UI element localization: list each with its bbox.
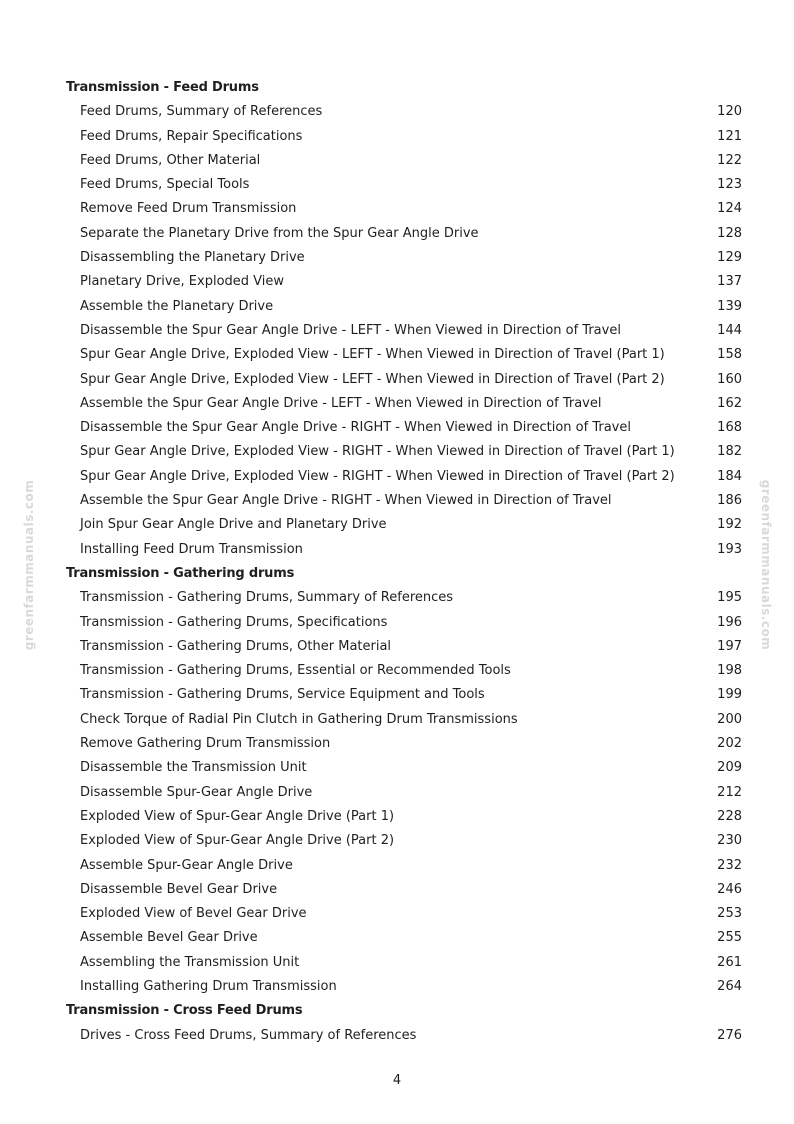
toc-entry[interactable] <box>66 368 742 392</box>
page-number: 4 <box>392 1073 402 1088</box>
toc-entry[interactable] <box>66 295 742 319</box>
entry-title: Assemble the Planetary Drive <box>80 298 274 314</box>
watermark-left: greenfarmmanuals.com <box>22 479 36 651</box>
toc-entry[interactable] <box>66 319 742 343</box>
entry-page-number: 197 <box>717 638 742 654</box>
toc-entry[interactable] <box>66 173 742 197</box>
entry-page-number: 264 <box>717 978 742 994</box>
toc-entry[interactable] <box>66 538 742 562</box>
entry-page-number: 212 <box>717 784 742 800</box>
entry-title: Feed Drums, Other Material <box>80 152 261 168</box>
entry-title: Spur Gear Angle Drive, Exploded View - LEFT - When Viewed in Direction of Travel (Part 2) <box>80 371 665 387</box>
entry-title: Feed Drums, Special Tools <box>80 177 250 193</box>
entry-title: Assemble the Spur Gear Angle Drive - LEFT - When Viewed in Direction of Travel <box>80 395 602 411</box>
entry-page-number: 193 <box>717 541 742 557</box>
entry-title: Separate the Planetary Drive from the Spur Gear Angle Drive <box>80 225 479 241</box>
toc-entry[interactable] <box>66 878 742 902</box>
toc-section-heading <box>66 76 742 100</box>
entry-title: Drives - Cross Feed Drums, Summary of References <box>80 1027 417 1043</box>
entry-title: Disassembling the Planetary Drive <box>80 250 305 266</box>
entry-page-number: 182 <box>717 444 742 460</box>
entry-page-number: 228 <box>717 808 742 824</box>
entry-page-number: 123 <box>717 177 742 193</box>
entry-title: Remove Gathering Drum Transmission <box>80 736 331 752</box>
entry-page-number: 202 <box>717 736 742 752</box>
toc-section-heading <box>66 999 742 1023</box>
toc-entry[interactable] <box>66 416 742 440</box>
entry-title: Disassemble Bevel Gear Drive <box>80 881 278 897</box>
entry-title: Transmission - Gathering Drums, Essential or Recommended Tools <box>80 663 511 679</box>
entry-title: Disassemble the Spur Gear Angle Drive - RIGHT - When Viewed in Direction of Travel <box>80 420 631 436</box>
entry-page-number: 139 <box>717 298 742 314</box>
toc-entry[interactable] <box>66 902 742 926</box>
entry-page-number: 232 <box>717 857 742 873</box>
entry-title: Disassemble Spur-Gear Angle Drive <box>80 784 313 800</box>
entry-title: Transmission - Gathering Drums, Summary of References <box>80 590 454 606</box>
toc-entry[interactable] <box>66 586 742 610</box>
toc-entry[interactable] <box>66 149 742 173</box>
toc-section-heading <box>66 562 742 586</box>
entry-title: Disassemble the Spur Gear Angle Drive - LEFT - When Viewed in Direction of Travel <box>80 322 621 338</box>
entry-title: Feed Drums, Repair Specifications <box>80 128 303 144</box>
entry-title: Disassemble the Transmission Unit <box>80 760 307 776</box>
toc-entry[interactable] <box>66 246 742 270</box>
section-title: Transmission - Gathering drums <box>66 565 295 581</box>
entry-title: Remove Feed Drum Transmission <box>80 201 297 217</box>
entry-page-number: 160 <box>717 371 742 387</box>
entry-page-number: 184 <box>717 468 742 484</box>
entry-page-number: 255 <box>717 930 742 946</box>
entry-page-number: 137 <box>717 274 742 290</box>
entry-page-number: 121 <box>717 128 742 144</box>
toc-entry[interactable] <box>66 489 742 513</box>
entry-page-number: 246 <box>717 881 742 897</box>
entry-title: Installing Gathering Drum Transmission <box>80 978 337 994</box>
toc-entry[interactable] <box>66 854 742 878</box>
entry-page-number: 144 <box>717 322 742 338</box>
toc-entry[interactable] <box>66 781 742 805</box>
entry-page-number: 200 <box>717 711 742 727</box>
toc-entry[interactable] <box>66 951 742 975</box>
toc-entry[interactable] <box>66 756 742 780</box>
entry-page-number: 198 <box>717 663 742 679</box>
toc-entry[interactable] <box>66 440 742 464</box>
toc-entry[interactable] <box>66 100 742 124</box>
entry-title: Assemble the Spur Gear Angle Drive - RIGHT - When Viewed in Direction of Travel <box>80 493 612 509</box>
toc-entry[interactable] <box>66 270 742 294</box>
entry-title: Spur Gear Angle Drive, Exploded View - LEFT - When Viewed in Direction of Travel (Part 1) <box>80 347 665 363</box>
entry-title: Spur Gear Angle Drive, Exploded View - RIGHT - When Viewed in Direction of Travel (Part 2) <box>80 468 675 484</box>
entry-page-number: 124 <box>717 201 742 217</box>
entry-page-number: 186 <box>717 493 742 509</box>
toc-entry[interactable] <box>66 465 742 489</box>
entry-title: Join Spur Gear Angle Drive and Planetary Drive <box>80 517 387 533</box>
entry-title: Transmission - Gathering Drums, Other Material <box>80 638 392 654</box>
toc-entry[interactable] <box>66 829 742 853</box>
entry-title: Installing Feed Drum Transmission <box>80 541 303 557</box>
entry-page-number: 162 <box>717 395 742 411</box>
entry-title: Spur Gear Angle Drive, Exploded View - RIGHT - When Viewed in Direction of Travel (Part 1) <box>80 444 675 460</box>
entry-page-number: 128 <box>717 225 742 241</box>
entry-page-number: 196 <box>717 614 742 630</box>
entry-title: Assembling the Transmission Unit <box>80 954 300 970</box>
entry-page-number: 253 <box>717 906 742 922</box>
toc-entry[interactable] <box>66 197 742 221</box>
entry-page-number: 129 <box>717 250 742 266</box>
entry-title: Transmission - Gathering Drums, Service Equipment and Tools <box>80 687 485 703</box>
entry-title: Transmission - Gathering Drums, Specifications <box>80 614 388 630</box>
entry-page-number: 122 <box>717 152 742 168</box>
section-title: Transmission - Feed Drums <box>66 80 259 95</box>
entry-title: Assemble Spur-Gear Angle Drive <box>80 857 293 873</box>
entry-title: Exploded View of Spur-Gear Angle Drive (Part 1) <box>80 808 395 824</box>
watermark-right: greenfarmmanuals.com <box>759 479 773 651</box>
entry-page-number: 199 <box>717 687 742 703</box>
toc-entry[interactable] <box>66 1024 742 1048</box>
toc-entry[interactable] <box>66 513 742 537</box>
toc-entry[interactable] <box>66 708 742 732</box>
toc-entry[interactable] <box>66 125 742 149</box>
toc-entry[interactable] <box>66 343 742 367</box>
toc-entry[interactable] <box>66 392 742 416</box>
section-title: Transmission - Cross Feed Drums <box>66 1003 303 1019</box>
entry-page-number: 192 <box>717 517 742 533</box>
entry-page-number: 276 <box>717 1027 742 1043</box>
toc-entry[interactable] <box>66 805 742 829</box>
entry-title: Feed Drums, Summary of References <box>80 104 323 120</box>
entry-page-number: 168 <box>717 420 742 436</box>
toc-entry[interactable] <box>66 732 742 756</box>
toc-entry[interactable] <box>66 635 742 659</box>
entry-page-number: 261 <box>717 954 742 970</box>
entry-title: Exploded View of Bevel Gear Drive <box>80 906 307 922</box>
toc-entry[interactable] <box>66 975 742 999</box>
entry-title: Planetary Drive, Exploded View <box>80 274 285 290</box>
entry-title: Assemble Bevel Gear Drive <box>80 930 258 946</box>
entry-page-number: 120 <box>717 104 742 120</box>
entry-page-number: 209 <box>717 760 742 776</box>
toc-entry[interactable] <box>66 222 742 246</box>
toc-entry[interactable] <box>66 683 742 707</box>
entry-title: Exploded View of Spur-Gear Angle Drive (Part 2) <box>80 833 395 849</box>
toc-entry[interactable] <box>66 659 742 683</box>
table-of-contents <box>66 76 742 1048</box>
toc-entry[interactable] <box>66 611 742 635</box>
entry-title: Check Torque of Radial Pin Clutch in Gathering Drum Transmissions <box>80 711 518 727</box>
entry-page-number: 230 <box>717 833 742 849</box>
entry-page-number: 158 <box>717 347 742 363</box>
toc-entry[interactable] <box>66 926 742 950</box>
entry-page-number: 195 <box>717 590 742 606</box>
